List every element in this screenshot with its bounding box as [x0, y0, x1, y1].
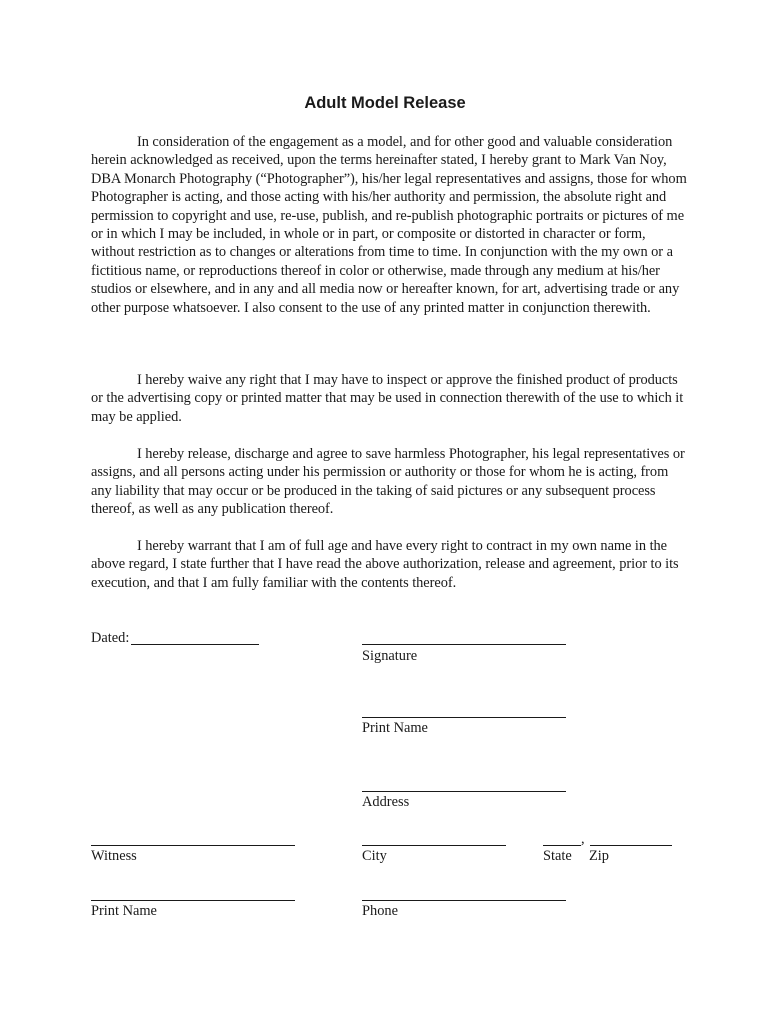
- city-field[interactable]: [362, 845, 506, 846]
- address-field[interactable]: [362, 791, 566, 792]
- waiver-paragraph: I hereby waive any right that I may have to inspect or approve the finished product of products or the advertising copy or printed matter that may be used in connection therewith of the use to which it may be applied.: [91, 372, 684, 425]
- document-title: Adult Model Release: [304, 94, 466, 112]
- witness-field[interactable]: [91, 845, 295, 846]
- address-label: Address: [362, 794, 410, 810]
- print-name-label: Print Name: [362, 720, 428, 736]
- witness-label: Witness: [91, 848, 137, 864]
- dated-label: Dated:: [91, 630, 130, 646]
- phone-label: Phone: [362, 903, 398, 919]
- dated-field[interactable]: [131, 644, 259, 645]
- state-zip-separator: ,: [581, 831, 585, 847]
- state-field[interactable]: [543, 845, 581, 846]
- print-name-field[interactable]: [362, 717, 566, 718]
- zip-field[interactable]: [590, 845, 672, 846]
- warranty-paragraph: I hereby warrant that I am of full age and have every right to contract in my own name in the above regard, I state further that I have read the above authorization, release and agreement, prior to its execution, and that I am fully familiar with the contents thereof.: [91, 538, 679, 591]
- consideration-paragraph: In consideration of the engagement as a model, and for other good and valuable consideration herein acknowledged as received, upon the terms hereinafter stated, I hereby grant to Mark Van Noy, DBA Monarch Photography (“Photographer”), his/her legal representatives and assigns, those for whom Photographer is acting, and those acting with his/her authority and permission, the absolute right and permission to copyright and use, re-use, publish, and re-publish photographic portraits or pictures of me or in which I may be included, in whole or in part, or composite or distorted in character or form, without restriction as to changes or alterations from time to time. In conjunction with the my own or a fictitious name, or reproductions thereof in color or otherwise, made through any medium at his/her studios or elsewhere, and in any and all media now or hereafter known, for art, advertising trade or any other purpose whatsoever. I also consent to the use of any printed matter in conjunction therewith.: [91, 134, 687, 316]
- zip-label: Zip: [589, 848, 609, 864]
- witness-print-name-label: Print Name: [91, 903, 157, 919]
- release-paragraph: I hereby release, discharge and agree to save harmless Photographer, his legal representatives or assigns, and all persons acting under his permission or authority or those for whom he is acting, from any liability that may occur or be produced in the taking of said pictures or any subsequent process thereof, as well as any publication thereof.: [91, 446, 685, 518]
- city-label: City: [362, 848, 387, 864]
- state-label: State: [543, 848, 572, 864]
- phone-field[interactable]: [362, 900, 566, 901]
- signature-field[interactable]: [362, 644, 566, 645]
- witness-print-name-field[interactable]: [91, 900, 295, 901]
- signature-label: Signature: [362, 648, 418, 664]
